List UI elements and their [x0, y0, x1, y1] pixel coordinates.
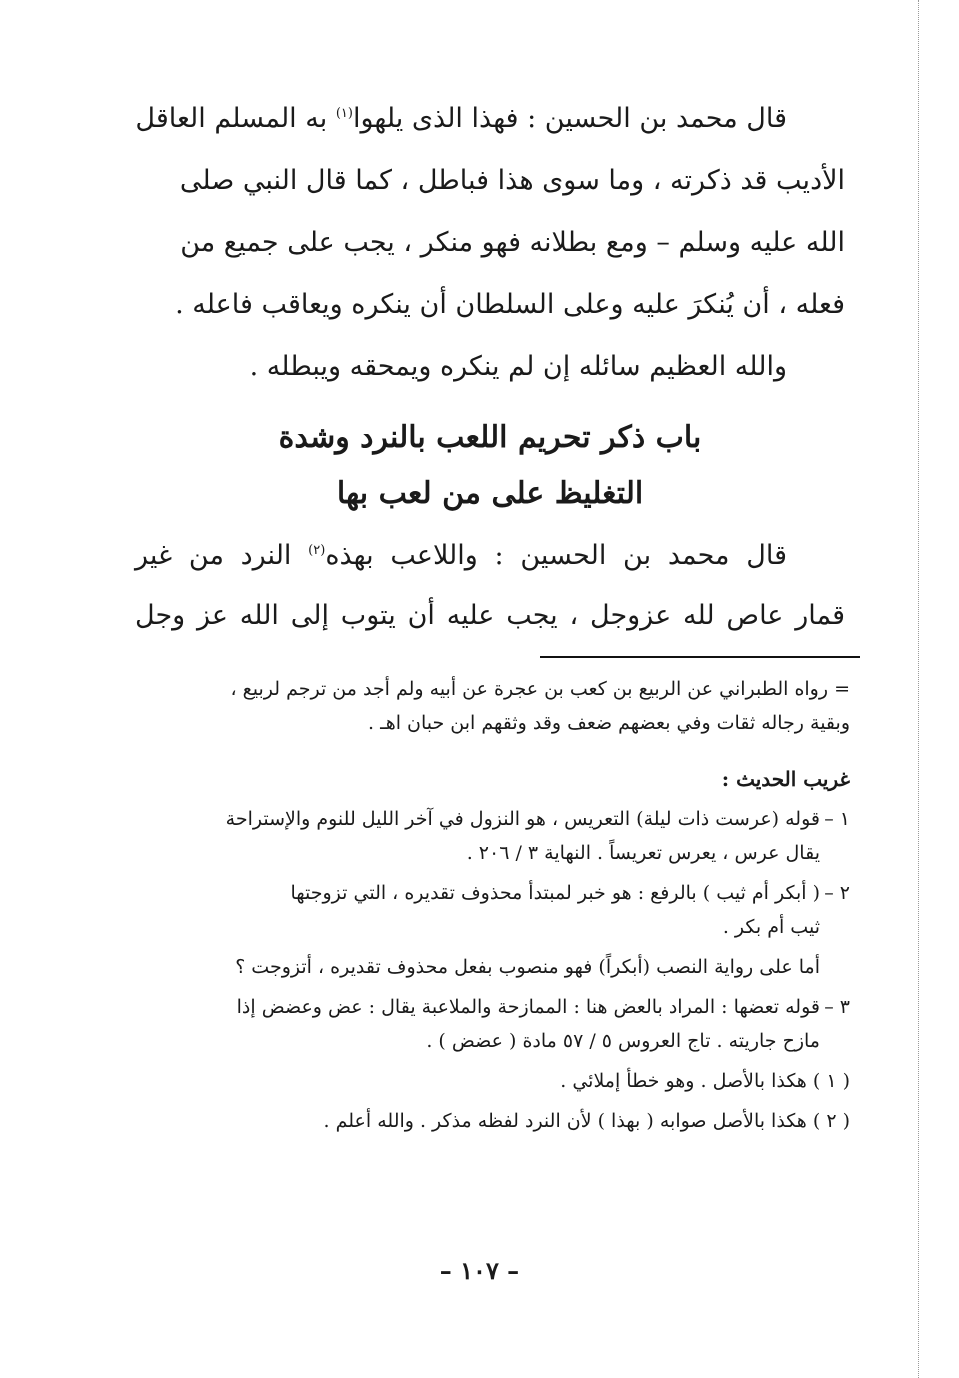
footnote-ref-1: (١): [335, 106, 353, 121]
gharib-item-2: [120, 876, 850, 984]
main-line-3: الله عليه وسلم – ومع بطلانه فهو منكر ، يجب على جميع من: [180, 227, 845, 258]
main-line-5: والله العظيم سائله إن لم ينكره ويمحقه ويبطله .: [249, 351, 787, 382]
heading-line-1: باب ذكر تحريم اللعب بالنرد وشدة: [278, 420, 702, 455]
gharib-item-1: [120, 802, 850, 870]
chapter-line-1: قال محمد بن الحسين : واللاعب بهذه$^{(٢)}$ النرد من غير: [135, 540, 787, 571]
gharib-item-3: [120, 990, 850, 1058]
main-line-2: الأديب قد ذكرته ، وما سوى هذا فباطل ، كما قال النبي صلى: [179, 165, 845, 196]
footnote-1: ( ١ ) هكذا بالأصل . وهو خطأ إملائي .: [560, 1070, 850, 1092]
gharib-item-1-line-1: قوله (عرست ذات ليلة) التعريس ، هو النزول في آخر الليل للنوم والإستراحة: [225, 808, 820, 830]
main-line-4: فعله ، أن يُنكرَ عليه وعلى السلطان أن ينكره ويعاقب فاعله .: [175, 289, 845, 320]
gharib-item-2-line-1: ( أبكر أم ثيب ) بالرفع : هو خبر لمبتدأ محذوف تقديره ، التي تزوجتها: [290, 882, 820, 904]
chapter-line-2: قمار عاص لله عزوجل ، يجب عليه أن يتوب إلى الله عز وجل: [135, 600, 845, 631]
footnote-ref-2: (٢): [308, 543, 326, 558]
gharib-item-2-line-2: ثيب أم بكر .: [722, 916, 820, 938]
gharib-title: غريب الحديث :: [721, 767, 850, 791]
footnotes-block: [120, 672, 850, 1138]
footnote-2: ( ٢ ) هكذا بالأصل صوابه ( بهذا ) لأن النرد لفظه مذكر . والله أعلم .: [323, 1110, 850, 1132]
chapter-heading: [135, 410, 845, 522]
heading-line-2: التغليظ على من لعب بها: [336, 476, 644, 511]
gharib-item-2-line-3: أما على رواية النصب (أبكراً) فهو منصوب بفعل محذوف تقديره ، أتزوجت ؟: [235, 956, 820, 978]
gharib-item-3-line-1: قوله تعضها : المراد بالعض هنا : الممازحة والملاعبة يقال : عض وعضض إذا: [236, 996, 820, 1018]
main-text-block: [135, 88, 845, 398]
footnote-continuation-line-1: = رواه الطبراني عن الربيع بن كعب بن عجرة عن أبيه ولم أجد من ترجم لربيع ،: [230, 678, 850, 700]
gharib-item-3-number: ٣ –: [824, 996, 850, 1018]
gharib-item-3-line-2: مازح جاريته . تاج العروس ٥ / ٥٧ مادة ( عضض ) .: [426, 1030, 820, 1052]
chapter-text-block: [135, 526, 845, 646]
footnote-divider: [540, 656, 860, 658]
gharib-item-1-line-2: يقال عرس ، يعرس تعريساً . النهاية ٣ / ٢٠٦ .: [466, 842, 820, 864]
main-line-1: قال محمد بن الحسين : فهذا الذى يلهوا$^{(١)}$ به المسلم العاقل: [135, 103, 787, 134]
page-number: – ١٠٧ –: [439, 1256, 520, 1285]
gharib-item-1-number: ١ –: [824, 808, 850, 830]
footnote-continuation-line-2: وبقية رجاله ثقات وفي بعضهم ضعف وقد وثقهم ابن حبان اهـ .: [368, 712, 850, 734]
page-edge: [918, 0, 919, 1378]
gharib-item-2-number: ٢ –: [824, 882, 850, 904]
